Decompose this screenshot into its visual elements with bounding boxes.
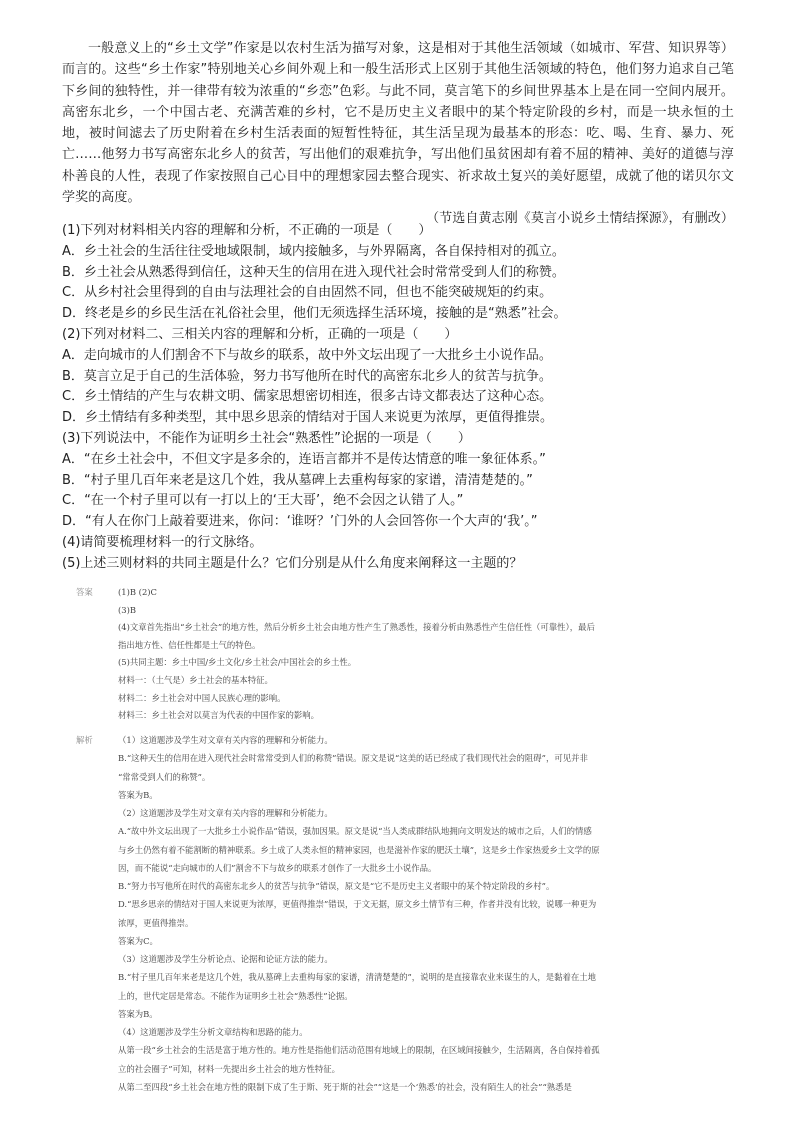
reading-passage bbox=[62, 38, 734, 230]
analysis-line: 浓厚，更值得推崇。 bbox=[118, 917, 194, 928]
analysis-section bbox=[76, 731, 736, 1096]
answer-body bbox=[118, 584, 736, 725]
question-3-option-b: B．“村子里几百年来老是这几个姓，我从墓碑上去重构每家的家谱，清清楚楚的。” bbox=[62, 472, 533, 488]
question-1-option-a: A．乡土社会的生活往往受地域限制，域内接触多，与外界隔离，各自保持相对的孤立。 bbox=[62, 243, 565, 259]
analysis-tag: 解析 bbox=[76, 735, 93, 745]
analysis-line: （3）这道题涉及学生分析论点、论据和论证方法的能力。 bbox=[118, 954, 333, 964]
analysis-line: B.“这种天生的信用在进入现代社会时常常受到人们的称赞”错误。原文是说“这美的话已经成了我们现代社会的阻碍”，可见并非 bbox=[118, 753, 588, 764]
question-1-stem: (1)下列对材料相关内容的理解和分析，不正确的一项是（ ） bbox=[62, 223, 432, 238]
analysis-line: 答案为B。 bbox=[118, 789, 158, 800]
analysis-body bbox=[118, 731, 736, 1096]
analysis-line: A.“故中外文坛出现了一大批乡土小说作品”错误，强加因果。原文是说“当人类成群结队地拥向文明发达的城市之后，人们的情感 bbox=[118, 826, 592, 837]
answer-line: (1)B (2)C bbox=[118, 587, 157, 597]
question-2-option-b: B．莫言立足于自己的生活体验，努力书写他所在时代的高密东北乡人的贫苦与抗争。 bbox=[62, 368, 552, 384]
answer-line: 材料二：乡土社会对中国人民族心理的影响。 bbox=[118, 692, 286, 703]
question-2-option-a: A．走向城市的人们割舍不下与故乡的联系，故中外文坛出现了一大批乡土小说作品。 bbox=[62, 347, 552, 363]
answer-line: (3)B bbox=[118, 604, 137, 615]
analysis-line: （1）这道题涉及学生对文章有关内容的理解和分析能力。 bbox=[118, 735, 333, 745]
question-2-option-d: D．乡土情结有多种类型，其中思乡思亲的情结对于国人来说更为浓厚，更值得推崇。 bbox=[62, 410, 554, 426]
analysis-line: 从第二至四段“乡土社会在地方性的限制下成了生于斯、死于斯的社会”“这是一个‘熟悉’的社会，没有陌生人的社会”“熟悉是 bbox=[118, 1081, 572, 1092]
question-1-option-c: C．从乡村社会里得到的自由与法理社会的自由固然不同，但也不能突破规矩的约束。 bbox=[62, 285, 553, 301]
analysis-line: 从第一段“乡土社会的生活是富于地方性的。地方性是指他们活动范围有地域上的限制，在区域间接触少，生活隔离，各自保持着孤 bbox=[118, 1045, 600, 1056]
analysis-line: 立的社会圈子”可知，材料一先提出乡土社会的地方性特征。 bbox=[118, 1063, 341, 1074]
question-3-option-c: C．“在一个村子里可以有一打以上的‘王大哥’，绝不会因之认错了人。” bbox=[62, 493, 464, 509]
question-2-stem: (2)下列对材料二、三相关内容的理解和分析，正确的一项是（ ） bbox=[62, 326, 458, 342]
question-3-option-d: D．“有人在你门上敲着要进来，你问：‘谁呀？’门外的人会回答你一个大声的‘我’。” bbox=[62, 514, 538, 530]
answer-line: (5)共同主题：乡土中国/乡土文化/乡土社会/中国社会的乡土性。 bbox=[118, 657, 357, 668]
question-1-option-d: D．终老是乡的乡民生活在礼俗社会里，他们无须选择生活环境，接触的是“熟悉”社会。 bbox=[62, 306, 567, 322]
question-4-stem: (4)请简要梳理材料一的行文脉络。 bbox=[62, 534, 263, 550]
analysis-line: “常常受到人们的称赞”。 bbox=[118, 771, 211, 782]
answer-line: (4)文章首先指出“乡土社会”的地方性，然后分析乡土社会由地方性产生了熟悉性，接着分析由熟悉性产生信任性（可靠性），最后 bbox=[118, 622, 595, 633]
question-3-stem: (3)下列说法中，不能作为证明乡土社会“熟悉性”论据的一项是（ ） bbox=[62, 430, 471, 446]
passage-source: （节选自黄志刚《莫言小说乡土情结探源》，有删改） bbox=[426, 211, 734, 227]
answer-section bbox=[76, 584, 736, 725]
analysis-line: 上的，世代定居是常态。不能作为证明乡土社会“熟悉性”论据。 bbox=[118, 990, 353, 1001]
analysis-line: 答案为C。 bbox=[118, 935, 158, 946]
answer-line: 材料一：（土气是）乡土社会的基本特征。 bbox=[118, 674, 273, 685]
question-1-option-b: B．乡土社会从熟悉得到信任，这种天生的信用在进入现代社会时常常受到人们的称赞。 bbox=[62, 264, 565, 280]
analysis-line: 答案为B。 bbox=[118, 1008, 158, 1019]
question-2-option-c: C．乡土情结的产生与农耕文明、儒家思想密切相连，很多古诗文都表达了这种心态。 bbox=[62, 389, 553, 405]
analysis-line: D.“思乡思亲的情结对于国人来说更为浓厚，更值得推崇”错误，于文无据，原文乡土情节有三种，作者并没有比较，说哪一种更为 bbox=[118, 899, 597, 910]
analysis-line: （4）这道题涉及学生分析文章结构和思路的能力。 bbox=[118, 1027, 308, 1037]
analysis-line: 与乡土仍然有着不能割断的精神联系。乡土成了人类永恒的精神家园，也是滋补作家的肥沃土壤”，这是乡土作家热爱乡土文学的原 bbox=[118, 844, 600, 855]
analysis-line: （2）这道题涉及学生对文章有关内容的理解和分析能力。 bbox=[118, 808, 333, 818]
question-5-stem: (5)上述三则材料的共同主题是什么？它们分别是从什么角度来阐释这一主题的？ bbox=[62, 555, 523, 571]
question-3-option-a: A．“在乡土社会中，不但文字是多余的，连语言都并不是传达情意的唯一象征体系。” bbox=[62, 451, 546, 467]
analysis-line: 因，而不能说“走向城市的人们”割舍不下与故乡的联系才创作了一大批乡土小说作品。 bbox=[118, 862, 437, 873]
analysis-line: B.“努力书写他所在时代的高密东北乡人的贫苦与抗争”错误，原文是“它不是历史主义者眼中的某个特定阶段的乡村”。 bbox=[118, 881, 555, 891]
question-list bbox=[62, 221, 734, 575]
answer-tag: 答案 bbox=[76, 587, 93, 597]
passage-paragraph: 一般意义上的“乡土文学”作家是以农村生活为描写对象，这是相对于其他生活领域（如城市、军营、知识界等）而言的。这些“乡土作家”特别地关心乡间外观上和一般生活形式上区别于其他生活领域的特色，他们努力追求自己笔下乡间的独特性，并一律带有较为浓重的“乡恋”色彩。与此不同，莫言笔下的乡间世界基本上是在同一空间内展开。高密东北乡，一个中国古老、充满苦难的乡村，它不是历史主义者眼中的某个特定阶段的乡村，而是一块永恒的土地，被时间滤去了历史附着在乡村生活表面的短暂性特征，其生活呈现为最基本的形态：吃、喝、生育、暴力、死亡……他努力书写高密东北乡人的贫苦，写出他们的艰难抗争，写出他们虽贫困却有着不屈的精神、美好的道德与淳朴善良的人性，表现了作家按照自己心目中的理想家园去整合现实、祈求故土复兴的美好愿望，成就了他的诺贝尔文学奖的高度。 bbox=[62, 41, 734, 206]
answer-line: 指出地方性、信任性都是土气的特色。 bbox=[118, 639, 261, 650]
answer-line: 材料三：乡土社会对以莫言为代表的中国作家的影响。 bbox=[118, 710, 319, 721]
analysis-line: B.“村子里几百年来老是这几个姓，我从墓碑上去重构每家的家谱，清清楚楚的”，说明的是直接靠农业来谋生的人，是黏着在土地 bbox=[118, 972, 597, 983]
